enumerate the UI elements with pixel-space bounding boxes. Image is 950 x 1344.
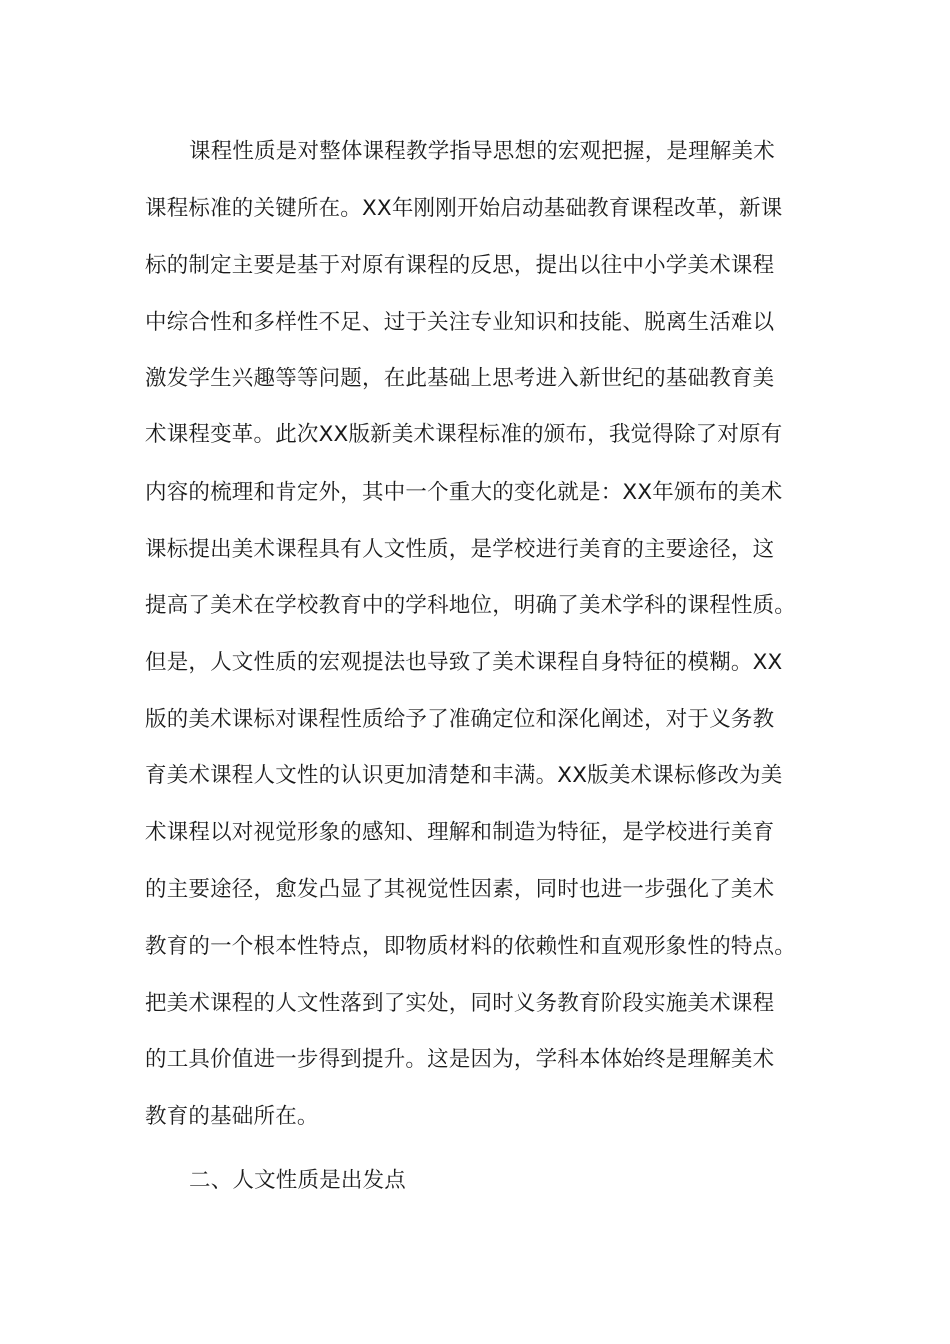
paragraph-line: 术课程变革。此次XX版新美术课程标准的颁布，我觉得除了对原有 — [145, 422, 783, 447]
paragraph-line: 的工具价值进一步得到提升。这是因为，学科本体始终是理解美术 — [145, 1047, 775, 1072]
section-heading: 二、人文性质是出发点 — [189, 1168, 407, 1193]
paragraph-line: 育美术课程人文性的认识更加清楚和丰满。XX版美术课标修改为美 — [145, 763, 783, 788]
paragraph-line: 课程性质是对整体课程教学指导思想的宏观把握，是理解美术 — [189, 139, 775, 164]
paragraph-line: 标的制定主要是基于对原有课程的反思，提出以往中小学美术课程 — [145, 253, 775, 278]
paragraph-line: 教育的一个根本性特点，即物质材料的依赖性和直观形象性的特点。 — [145, 934, 797, 959]
paragraph-line: 提高了美术在学校教育中的学科地位，明确了美术学科的课程性质。 — [145, 593, 797, 618]
paragraph-line: 内容的梳理和肯定外，其中一个重大的变化就是：XX年颁布的美术 — [145, 480, 783, 505]
paragraph-line: 中综合性和多样性不足、过于关注专业知识和技能、脱离生活难以 — [145, 310, 775, 335]
paragraph-line: 把美术课程的人文性落到了实处，同时义务教育阶段实施美术课程 — [145, 991, 775, 1016]
paragraph-line: 激发学生兴趣等等问题，在此基础上思考进入新世纪的基础教育美 — [145, 366, 775, 391]
paragraph-line: 版的美术课标对课程性质给予了准确定位和深化阐述，对于义务教 — [145, 707, 775, 732]
paragraph-line: 但是，人文性质的宏观提法也导致了美术课程自身特征的模糊。XX — [145, 650, 783, 675]
paragraph-line: 术课程以对视觉形象的感知、理解和制造为特征，是学校进行美育 — [145, 820, 775, 845]
paragraph-line: 课程标准的关键所在。XX年刚刚开始启动基础教育课程改革，新课 — [145, 196, 783, 221]
paragraph-line: 课标提出美术课程具有人文性质，是学校进行美育的主要途径，这 — [145, 537, 775, 562]
paragraph-line: 的主要途径，愈发凸显了其视觉性因素，同时也进一步强化了美术 — [145, 877, 775, 902]
paragraph-line: 教育的基础所在。 — [145, 1104, 319, 1129]
